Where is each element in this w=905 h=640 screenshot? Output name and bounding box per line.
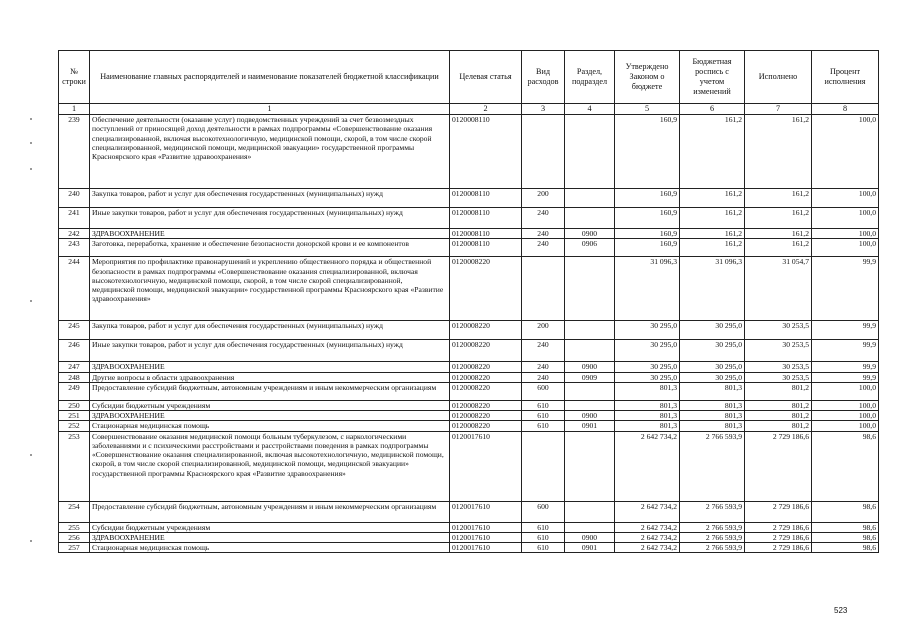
col-number: 6 xyxy=(680,104,745,115)
section-cell: 0901 xyxy=(565,421,615,431)
executed-amount-cell: 161,2 xyxy=(745,239,812,257)
target-article-cell: 0120008220 xyxy=(450,372,522,382)
scan-mark xyxy=(30,300,32,302)
target-article-cell: 0120017610 xyxy=(450,532,522,542)
expense-type-cell xyxy=(522,115,565,189)
section-cell xyxy=(565,257,615,321)
row-number-cell: 244 xyxy=(59,257,90,321)
col-number: 1 xyxy=(59,104,90,115)
percent-cell: 98,6 xyxy=(812,431,879,501)
col-header-percent: Процент исполнения xyxy=(812,51,879,104)
percent-cell: 98,6 xyxy=(812,532,879,542)
indicator-name-cell: Закупка товаров, работ и услуг для обеспечения государственных (муниципальных) нужд xyxy=(90,189,450,208)
expense-type-cell: 240 xyxy=(522,340,565,362)
approved-amount-cell: 30 295,0 xyxy=(615,372,680,382)
approved-amount-cell: 2 642 734,2 xyxy=(615,431,680,501)
expense-type-cell xyxy=(522,431,565,501)
executed-amount-cell: 801,2 xyxy=(745,421,812,431)
expense-type-cell: 240 xyxy=(522,372,565,382)
expense-type-cell: 610 xyxy=(522,532,565,542)
approved-amount-cell: 160,9 xyxy=(615,115,680,189)
table-row xyxy=(59,340,879,362)
indicator-name-cell: Иные закупки товаров, работ и услуг для обеспечения государственных (муниципальных) нужд xyxy=(90,208,450,229)
approved-amount-cell: 2 642 734,2 xyxy=(615,501,680,522)
executed-amount-cell: 161,2 xyxy=(745,208,812,229)
target-article-cell: 0120008110 xyxy=(450,239,522,257)
budget-list-amount-cell: 2 766 593,9 xyxy=(680,501,745,522)
expense-type-cell: 240 xyxy=(522,362,565,372)
col-number: 7 xyxy=(745,104,812,115)
executed-amount-cell: 161,2 xyxy=(745,189,812,208)
section-cell xyxy=(565,115,615,189)
col-header-expense-type: Вид расходов xyxy=(522,51,565,104)
executed-amount-cell: 801,2 xyxy=(745,411,812,421)
row-number-cell: 247 xyxy=(59,362,90,372)
column-number-row xyxy=(59,104,879,115)
row-number-cell: 240 xyxy=(59,189,90,208)
percent-cell: 99,9 xyxy=(812,340,879,362)
budget-list-amount-cell: 801,3 xyxy=(680,382,745,400)
row-number-cell: 241 xyxy=(59,208,90,229)
percent-cell: 100,0 xyxy=(812,421,879,431)
row-number-cell: 253 xyxy=(59,431,90,501)
executed-amount-cell: 2 729 186,6 xyxy=(745,543,812,553)
table-row xyxy=(59,189,879,208)
budget-list-amount-cell: 30 295,0 xyxy=(680,362,745,372)
approved-amount-cell: 160,9 xyxy=(615,239,680,257)
col-number: 2 xyxy=(450,104,522,115)
section-cell: 0900 xyxy=(565,229,615,239)
budget-list-amount-cell: 161,2 xyxy=(680,115,745,189)
table-row xyxy=(59,431,879,501)
target-article-cell: 0120008220 xyxy=(450,382,522,400)
indicator-name-cell: ЗДРАВООХРАНЕНИЕ xyxy=(90,532,450,542)
col-header-executed: Исполнено xyxy=(745,51,812,104)
section-cell: 0900 xyxy=(565,411,615,421)
executed-amount-cell: 30 253,5 xyxy=(745,321,812,340)
row-number-cell: 242 xyxy=(59,229,90,239)
percent-cell: 99,9 xyxy=(812,257,879,321)
col-number: 1 xyxy=(90,104,450,115)
section-cell xyxy=(565,321,615,340)
percent-cell: 100,0 xyxy=(812,115,879,189)
target-article-cell: 0120008220 xyxy=(450,362,522,372)
approved-amount-cell: 31 096,3 xyxy=(615,257,680,321)
percent-cell: 99,9 xyxy=(812,362,879,372)
approved-amount-cell: 801,3 xyxy=(615,382,680,400)
section-cell xyxy=(565,501,615,522)
expense-type-cell: 610 xyxy=(522,522,565,532)
page-number: 523 xyxy=(834,606,848,615)
table-body xyxy=(59,115,879,553)
target-article-cell: 0120008220 xyxy=(450,257,522,321)
executed-amount-cell: 2 729 186,6 xyxy=(745,522,812,532)
target-article-cell: 0120017610 xyxy=(450,543,522,553)
row-number-cell: 248 xyxy=(59,372,90,382)
section-cell xyxy=(565,431,615,501)
target-article-cell: 0120017610 xyxy=(450,522,522,532)
table-header-row xyxy=(59,51,879,104)
table-row xyxy=(59,532,879,542)
section-cell: 0900 xyxy=(565,362,615,372)
indicator-name-cell: Мероприятия по профилактике правонарушений и укреплению общественного порядка и общественной безопасности в рамках подпрограммы «Совершенствование оказания специализированной, включая высокотехнологичную, медицинской помощи, скорой, в том числе скорой специализированной, медицинской помощи, медицинской эвакуации» государственной программы Красноярского края «Развитие здравоохранения» xyxy=(90,257,450,321)
budget-list-amount-cell: 2 766 593,9 xyxy=(680,543,745,553)
table-row xyxy=(59,257,879,321)
section-cell xyxy=(565,522,615,532)
approved-amount-cell: 2 642 734,2 xyxy=(615,543,680,553)
table-row xyxy=(59,411,879,421)
executed-amount-cell: 801,2 xyxy=(745,400,812,410)
table-row xyxy=(59,208,879,229)
budget-execution-table xyxy=(58,50,879,553)
section-cell: 0909 xyxy=(565,372,615,382)
row-number-cell: 250 xyxy=(59,400,90,410)
col-header-target: Целевая статья xyxy=(450,51,522,104)
approved-amount-cell: 30 295,0 xyxy=(615,321,680,340)
col-number: 5 xyxy=(615,104,680,115)
executed-amount-cell: 2 729 186,6 xyxy=(745,431,812,501)
row-number-cell: 243 xyxy=(59,239,90,257)
row-number-cell: 252 xyxy=(59,421,90,431)
budget-list-amount-cell: 2 766 593,9 xyxy=(680,532,745,542)
percent-cell: 99,9 xyxy=(812,372,879,382)
approved-amount-cell: 160,9 xyxy=(615,208,680,229)
col-number: 3 xyxy=(522,104,565,115)
approved-amount-cell: 30 295,0 xyxy=(615,362,680,372)
table-row xyxy=(59,421,879,431)
row-number-cell: 257 xyxy=(59,543,90,553)
col-header-row-no: № строки xyxy=(59,51,90,104)
executed-amount-cell: 2 729 186,6 xyxy=(745,532,812,542)
indicator-name-cell: Субсидии бюджетным учреждениям xyxy=(90,400,450,410)
table-row xyxy=(59,239,879,257)
col-header-name: Наименование главных распорядителей и наименование показателей бюджетной классификации xyxy=(90,51,450,104)
percent-cell: 100,0 xyxy=(812,229,879,239)
col-header-approved: Утверждено Законом о бюджете xyxy=(615,51,680,104)
budget-list-amount-cell: 161,2 xyxy=(680,189,745,208)
expense-type-cell: 240 xyxy=(522,229,565,239)
row-number-cell: 249 xyxy=(59,382,90,400)
table-row xyxy=(59,543,879,553)
indicator-name-cell: ЗДРАВООХРАНЕНИЕ xyxy=(90,411,450,421)
indicator-name-cell: Стационарная медицинская помощь xyxy=(90,421,450,431)
section-cell xyxy=(565,340,615,362)
scan-mark xyxy=(30,118,32,120)
percent-cell: 100,0 xyxy=(812,411,879,421)
indicator-name-cell: Другие вопросы в области здравоохранения xyxy=(90,372,450,382)
target-article-cell: 0120008220 xyxy=(450,421,522,431)
target-article-cell: 0120008110 xyxy=(450,229,522,239)
col-header-budget-list: Бюджетная роспись с учетом изменений xyxy=(680,51,745,104)
target-article-cell: 0120017610 xyxy=(450,431,522,501)
target-article-cell: 0120008110 xyxy=(450,115,522,189)
expense-type-cell: 200 xyxy=(522,189,565,208)
budget-list-amount-cell: 2 766 593,9 xyxy=(680,522,745,532)
indicator-name-cell: Иные закупки товаров, работ и услуг для обеспечения государственных (муниципальных) нужд xyxy=(90,340,450,362)
indicator-name-cell: ЗДРАВООХРАНЕНИЕ xyxy=(90,229,450,239)
executed-amount-cell: 801,2 xyxy=(745,382,812,400)
expense-type-cell: 240 xyxy=(522,208,565,229)
budget-list-amount-cell: 801,3 xyxy=(680,400,745,410)
table-row xyxy=(59,229,879,239)
expense-type-cell: 610 xyxy=(522,400,565,410)
executed-amount-cell: 30 253,5 xyxy=(745,362,812,372)
executed-amount-cell: 161,2 xyxy=(745,229,812,239)
row-number-cell: 256 xyxy=(59,532,90,542)
executed-amount-cell: 2 729 186,6 xyxy=(745,501,812,522)
percent-cell: 100,0 xyxy=(812,382,879,400)
executed-amount-cell: 30 253,5 xyxy=(745,372,812,382)
section-cell: 0901 xyxy=(565,543,615,553)
section-cell xyxy=(565,382,615,400)
table-row xyxy=(59,321,879,340)
indicator-name-cell: Закупка товаров, работ и услуг для обеспечения государственных (муниципальных) нужд xyxy=(90,321,450,340)
indicator-name-cell: ЗДРАВООХРАНЕНИЕ xyxy=(90,362,450,372)
indicator-name-cell: Обеспечение деятельности (оказание услуг) подведомственных учреждений за счет безвозмездных поступлений от приносящей доход деятельности в рамках подпрограммы «Совершенствование оказания специализированной, включая высокотехнологичную, медицинской помощи, скорой, в том числе скорой специализированной, медицинской помощи, медицинской эвакуации» государственной программы Красноярского края «Развитие здравоохранения» xyxy=(90,115,450,189)
percent-cell: 100,0 xyxy=(812,400,879,410)
approved-amount-cell: 2 642 734,2 xyxy=(615,522,680,532)
section-cell: 0906 xyxy=(565,239,615,257)
row-number-cell: 254 xyxy=(59,501,90,522)
scan-mark xyxy=(30,540,32,542)
executed-amount-cell: 161,2 xyxy=(745,115,812,189)
row-number-cell: 239 xyxy=(59,115,90,189)
approved-amount-cell: 801,3 xyxy=(615,421,680,431)
approved-amount-cell: 801,3 xyxy=(615,411,680,421)
section-cell xyxy=(565,400,615,410)
table-row xyxy=(59,501,879,522)
row-number-cell: 246 xyxy=(59,340,90,362)
budget-list-amount-cell: 161,2 xyxy=(680,208,745,229)
expense-type-cell: 600 xyxy=(522,382,565,400)
table-row xyxy=(59,382,879,400)
section-cell: 0900 xyxy=(565,532,615,542)
budget-list-amount-cell: 30 295,0 xyxy=(680,372,745,382)
table-row xyxy=(59,372,879,382)
expense-type-cell: 610 xyxy=(522,421,565,431)
expense-type-cell: 610 xyxy=(522,411,565,421)
executed-amount-cell: 30 253,5 xyxy=(745,340,812,362)
indicator-name-cell: Предоставление субсидий бюджетным, автономным учреждениям и иным некоммерческим организациям xyxy=(90,501,450,522)
scan-mark xyxy=(30,454,32,456)
table-row xyxy=(59,362,879,372)
expense-type-cell xyxy=(522,257,565,321)
percent-cell: 100,0 xyxy=(812,189,879,208)
section-cell xyxy=(565,189,615,208)
executed-amount-cell: 31 054,7 xyxy=(745,257,812,321)
target-article-cell: 0120008220 xyxy=(450,411,522,421)
percent-cell: 100,0 xyxy=(812,208,879,229)
scan-mark xyxy=(30,168,32,170)
percent-cell: 98,6 xyxy=(812,522,879,532)
target-article-cell: 0120008220 xyxy=(450,340,522,362)
approved-amount-cell: 801,3 xyxy=(615,400,680,410)
table-row xyxy=(59,400,879,410)
expense-type-cell: 200 xyxy=(522,321,565,340)
expense-type-cell: 600 xyxy=(522,501,565,522)
section-cell xyxy=(565,208,615,229)
target-article-cell: 0120008220 xyxy=(450,321,522,340)
expense-type-cell: 240 xyxy=(522,239,565,257)
indicator-name-cell: Стационарная медицинская помощь xyxy=(90,543,450,553)
budget-list-amount-cell: 30 295,0 xyxy=(680,321,745,340)
target-article-cell: 0120017610 xyxy=(450,501,522,522)
percent-cell: 98,6 xyxy=(812,501,879,522)
percent-cell: 100,0 xyxy=(812,239,879,257)
row-number-cell: 245 xyxy=(59,321,90,340)
budget-list-amount-cell: 30 295,0 xyxy=(680,340,745,362)
table-row xyxy=(59,522,879,532)
percent-cell: 99,9 xyxy=(812,321,879,340)
col-header-section: Раздел, подраздел xyxy=(565,51,615,104)
col-number: 8 xyxy=(812,104,879,115)
row-number-cell: 251 xyxy=(59,411,90,421)
col-number: 4 xyxy=(565,104,615,115)
target-article-cell: 0120008110 xyxy=(450,208,522,229)
indicator-name-cell: Заготовка, переработка, хранение и обеспечение безопасности донорской крови и ее компонентов xyxy=(90,239,450,257)
budget-list-amount-cell: 161,2 xyxy=(680,229,745,239)
budget-list-amount-cell: 801,3 xyxy=(680,421,745,431)
table-row xyxy=(59,115,879,189)
indicator-name-cell: Предоставление субсидий бюджетным, автономным учреждениям и иным некоммерческим организациям xyxy=(90,382,450,400)
approved-amount-cell: 160,9 xyxy=(615,229,680,239)
expense-type-cell: 610 xyxy=(522,543,565,553)
budget-list-amount-cell: 801,3 xyxy=(680,411,745,421)
budget-list-amount-cell: 161,2 xyxy=(680,239,745,257)
budget-list-amount-cell: 2 766 593,9 xyxy=(680,431,745,501)
percent-cell: 98,6 xyxy=(812,543,879,553)
approved-amount-cell: 30 295,0 xyxy=(615,340,680,362)
target-article-cell: 0120008220 xyxy=(450,400,522,410)
scan-mark xyxy=(30,142,32,144)
budget-list-amount-cell: 31 096,3 xyxy=(680,257,745,321)
indicator-name-cell: Совершенствование оказания медицинской помощи больным туберкулезом, с наркологическими заболеваниями и с психическими расстройствами и расстройствами поведения в рамках подпрограммы «Совершенствование оказания специализированной, включая высокотехнологичную, медицинской помощи, скорой, в том числе скорой специализированной, медицинской помощи, медицинской эвакуации» государственной программы Красноярского края «Развитие здравоохранения» xyxy=(90,431,450,501)
target-article-cell: 0120008110 xyxy=(450,189,522,208)
approved-amount-cell: 160,9 xyxy=(615,189,680,208)
approved-amount-cell: 2 642 734,2 xyxy=(615,532,680,542)
row-number-cell: 255 xyxy=(59,522,90,532)
indicator-name-cell: Субсидии бюджетным учреждениям xyxy=(90,522,450,532)
